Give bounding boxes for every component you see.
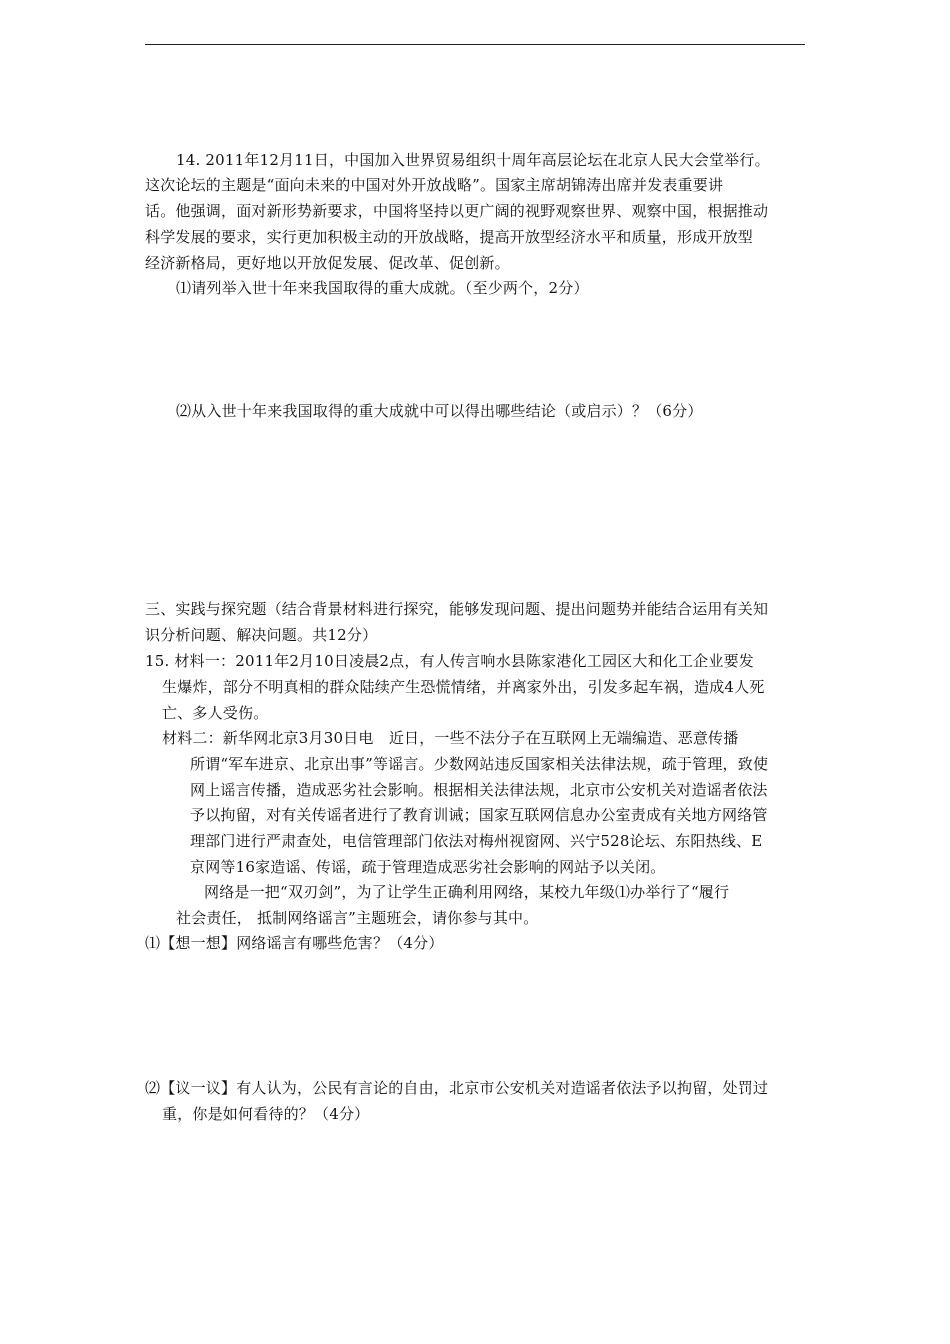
q15-sub2-line-2: 重，你是如何看待的？（4分） <box>162 1105 370 1123</box>
q15-material2-line-3: 网上谣言传播，造成恶劣社会影响。根据相关法律法规，北京市公安机关对造谣者依法 <box>190 781 768 799</box>
q15-sub2-line-1: ⑵【议一议】有人认为，公民有言论的自由，北京市公安机关对造谣者依法予以拘留，处罚过 <box>145 1079 769 1097</box>
q15-intro-line-1: 网络是一把“双刃剑”，为了让学生正确利用网络，某校九年级⑴办举行了“履行 <box>204 883 730 901</box>
header-rule <box>145 44 805 45</box>
q15-material1-line-3: 亡、多人受伤。 <box>162 704 269 722</box>
q15-material1-line-2: 生爆炸，部分不明真相的群众陆续产生恐慌情绪，并离家外出，引发多起车祸，造成4人死 <box>162 678 765 696</box>
q15-material2-line-5: 理部门进行严肃查处，电信管理部门依法对梅州视窗网、兴宁528论坛、东阳热线、E <box>190 832 763 850</box>
q15-material2-line-2: 所谓“军车进京、北京出事”等谣言。少数网站违反国家相关法律法规，疏于管理，致使 <box>190 755 769 773</box>
q15-material1-line-1: 15. 材料一：2011年2月10日凌晨2点，有人传言响水县陈家港化工园区大和化工企业要发 <box>145 652 754 670</box>
q15-material2-line-4: 予以拘留，对有关传谣者进行了教育训诫；国家互联网信息办公室责成有关地方网络管 <box>190 806 768 824</box>
q15-intro-line-2: 社会责任， 抵制网络谣言”主题班会，请你参与其中。 <box>176 909 539 927</box>
q14-line-2: 这次论坛的主题是“面向未来的中国对外开放战略”。国家主席胡锦涛出席并发表重要讲 <box>145 176 724 194</box>
section3-heading-line-2: 识分析问题、解决问题。共12分） <box>145 626 378 644</box>
q15-material2-line-1: 材料二：新华网北京3月30日电 近日，一些不法分子在互联网上无端编造、恶意传播 <box>162 729 739 747</box>
q15-material2-line-6: 京网等16家造谣、传谣，疏于管理造成恶劣社会影响的网站予以关闭。 <box>190 858 666 876</box>
q14-line-5: 经济新格局，更好地以开放促发展、促改革、促创新。 <box>145 254 510 272</box>
q15-sub1: ⑴【想一想】网络谣言有哪些危害？（4分） <box>145 934 444 952</box>
q14-line-1: 14. 2011年12月11日，中国加入世界贸易组织十周年高层论坛在北京人民大会堂举行。 <box>176 151 770 169</box>
section3-heading-line-1: 三、实践与探究题（结合背景材料进行探究，能够发现问题、提出问题势并能结合运用有关知 <box>145 600 769 618</box>
q14-sub1: ⑴请列举入世十年来我国取得的重大成就。（至少两个，2分） <box>176 279 589 297</box>
q14-line-4: 科学发展的要求，实行更加积极主动的开放战略，提高开放型经济水平和质量，形成开放型 <box>145 228 754 246</box>
q14-line-3: 话。他强调，面对新形势新要求，中国将坚持以更广阔的视野观察世界、观察中国，根据推动 <box>145 202 769 220</box>
q14-sub2: ⑵从入世十年来我国取得的重大成就中可以得出哪些结论（或启示）？（6分） <box>176 402 703 420</box>
